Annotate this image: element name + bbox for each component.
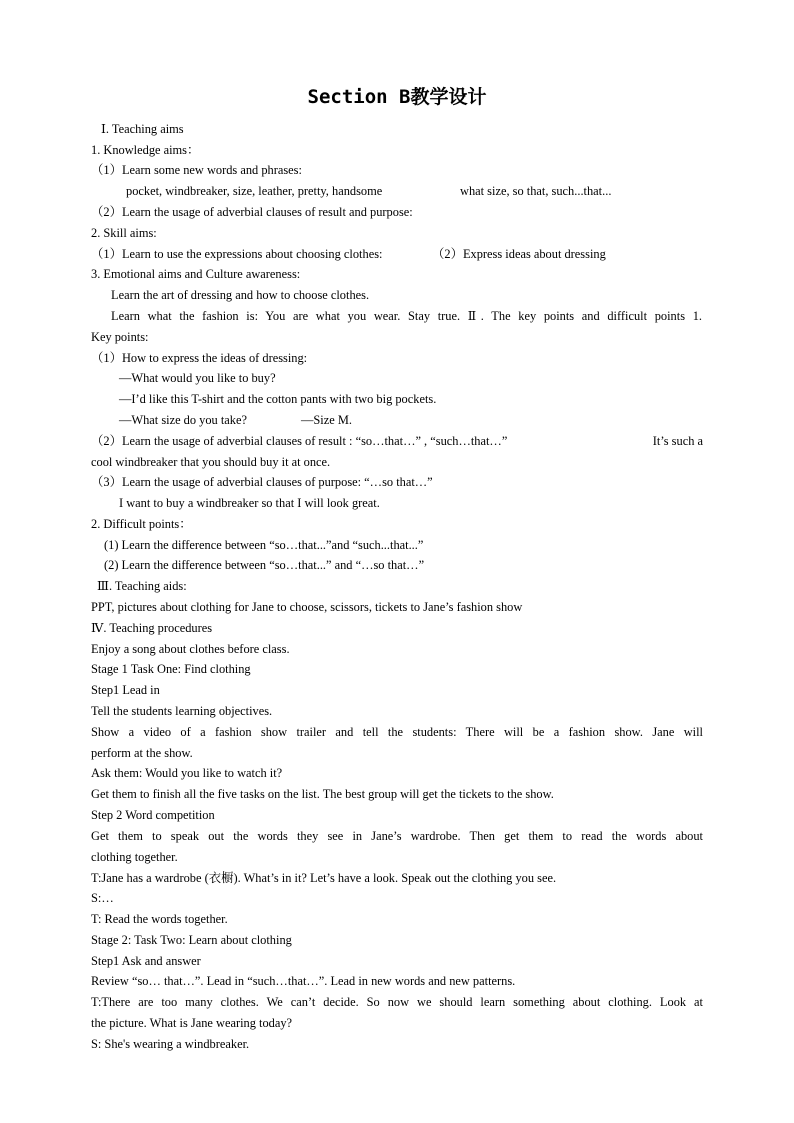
heading-teaching-aids: Ⅲ. Teaching aids:	[97, 579, 187, 593]
heading-knowledge-aims: 1. Knowledge aims：	[91, 143, 200, 157]
text-line: Learn the art of dressing and how to choose clothes.	[111, 288, 370, 302]
text-line: T:Jane has a wardrobe (衣橱). What’s in it? Let’s have a look. Speak out the clothing you see.	[91, 871, 557, 885]
heading-emotional-aims: 3. Emotional aims and Culture awareness:	[91, 267, 301, 281]
text-line: perform at the show.	[91, 746, 193, 760]
dialogue-line: —Size M.	[301, 413, 352, 427]
text-line: （1）Learn some new words and phrases:	[91, 163, 302, 177]
dialogue-line: —What would you like to buy?	[119, 371, 276, 385]
text-line: Ask them: Would you like to watch it?	[91, 766, 283, 780]
step-heading: Step1 Lead in	[91, 683, 160, 697]
text-line: PPT, pictures about clothing for Jane to choose, scissors, tickets to Jane’s fashion show	[91, 600, 523, 614]
dialogue-line: —What size do you take?	[119, 413, 247, 427]
text-line: （2）Express ideas about dressing	[432, 247, 606, 261]
text-line: Get them to finish all the five tasks on the list. The best group will get the tickets to the show.	[91, 787, 554, 801]
step-heading: Step 2 Word competition	[91, 808, 215, 822]
heading-key-points: Key points:	[91, 330, 149, 344]
dialogue-line: —I’d like this T-shirt and the cotton pants with two big pockets.	[119, 392, 437, 406]
text-line: (2) Learn the difference between “so…that...” and “…so that…”	[104, 558, 425, 572]
text-line: Show a video of a fashion show trailer and tell the students: There will be a fashion show. Jane will	[91, 725, 703, 739]
text-line: S: She's wearing a windbreaker.	[91, 1037, 250, 1051]
phrase-list: what size, so that, such...that...	[460, 184, 612, 198]
text-line: T: Read the words together.	[91, 912, 228, 926]
heading-skill-aims: 2. Skill aims:	[91, 226, 157, 240]
text-line: cool windbreaker that you should buy it at once.	[91, 455, 331, 469]
text-line: (1) Learn the difference between “so…that...”and “such...that...”	[104, 538, 424, 552]
heading-teaching-aims: Ⅰ. Teaching aims	[101, 122, 184, 136]
text-line: T:There are too many clothes. We can’t decide. So now we should learn something about clothing. Look at	[91, 995, 703, 1009]
step-heading: Step1 Ask and answer	[91, 954, 201, 968]
text-line: （1）Learn to use the expressions about choosing clothes:	[91, 247, 383, 261]
text-line: Review “so… that…”. Lead in “such…that…”. Lead in new words and new patterns.	[91, 974, 516, 988]
text-line: the picture. What is Jane wearing today?	[91, 1016, 293, 1030]
text-line: （1）How to express the ideas of dressing:	[91, 351, 308, 365]
text-line: S:…	[91, 891, 114, 905]
text-line: （2）Learn the usage of adverbial clauses of result and purpose:	[91, 205, 413, 219]
heading-difficult-points: 2. Difficult points：	[91, 517, 192, 531]
text-line: （2）Learn the usage of adverbial clauses of result : “so…that…” , “such…that…”	[91, 434, 508, 448]
text-line: Tell the students learning objectives.	[91, 704, 273, 718]
text-line: clothing together.	[91, 850, 178, 864]
text-line: It’s such a	[652, 434, 703, 448]
word-list: pocket, windbreaker, size, leather, pretty, handsome	[126, 184, 383, 198]
text-line: Enjoy a song about clothes before class.	[91, 642, 290, 656]
heading-teaching-procedures: Ⅳ. Teaching procedures	[91, 621, 213, 635]
text-line: Get them to speak out the words they see in Jane’s wardrobe. Then get them to read the words about	[91, 829, 703, 843]
stage-heading: Stage 1 Task One: Find clothing	[91, 662, 251, 676]
stage-heading: Stage 2: Task Two: Learn about clothing	[91, 933, 292, 947]
text-line: （3）Learn the usage of adverbial clauses of purpose: “…so that…”	[91, 475, 433, 489]
example-sentence: I want to buy a windbreaker so that I will look great.	[119, 496, 380, 510]
document-title: Section B教学设计	[307, 86, 487, 108]
text-line: Learn what the fashion is: You are what you wear. Stay true. Ⅱ. The key points and difficult points 1.	[111, 309, 702, 323]
